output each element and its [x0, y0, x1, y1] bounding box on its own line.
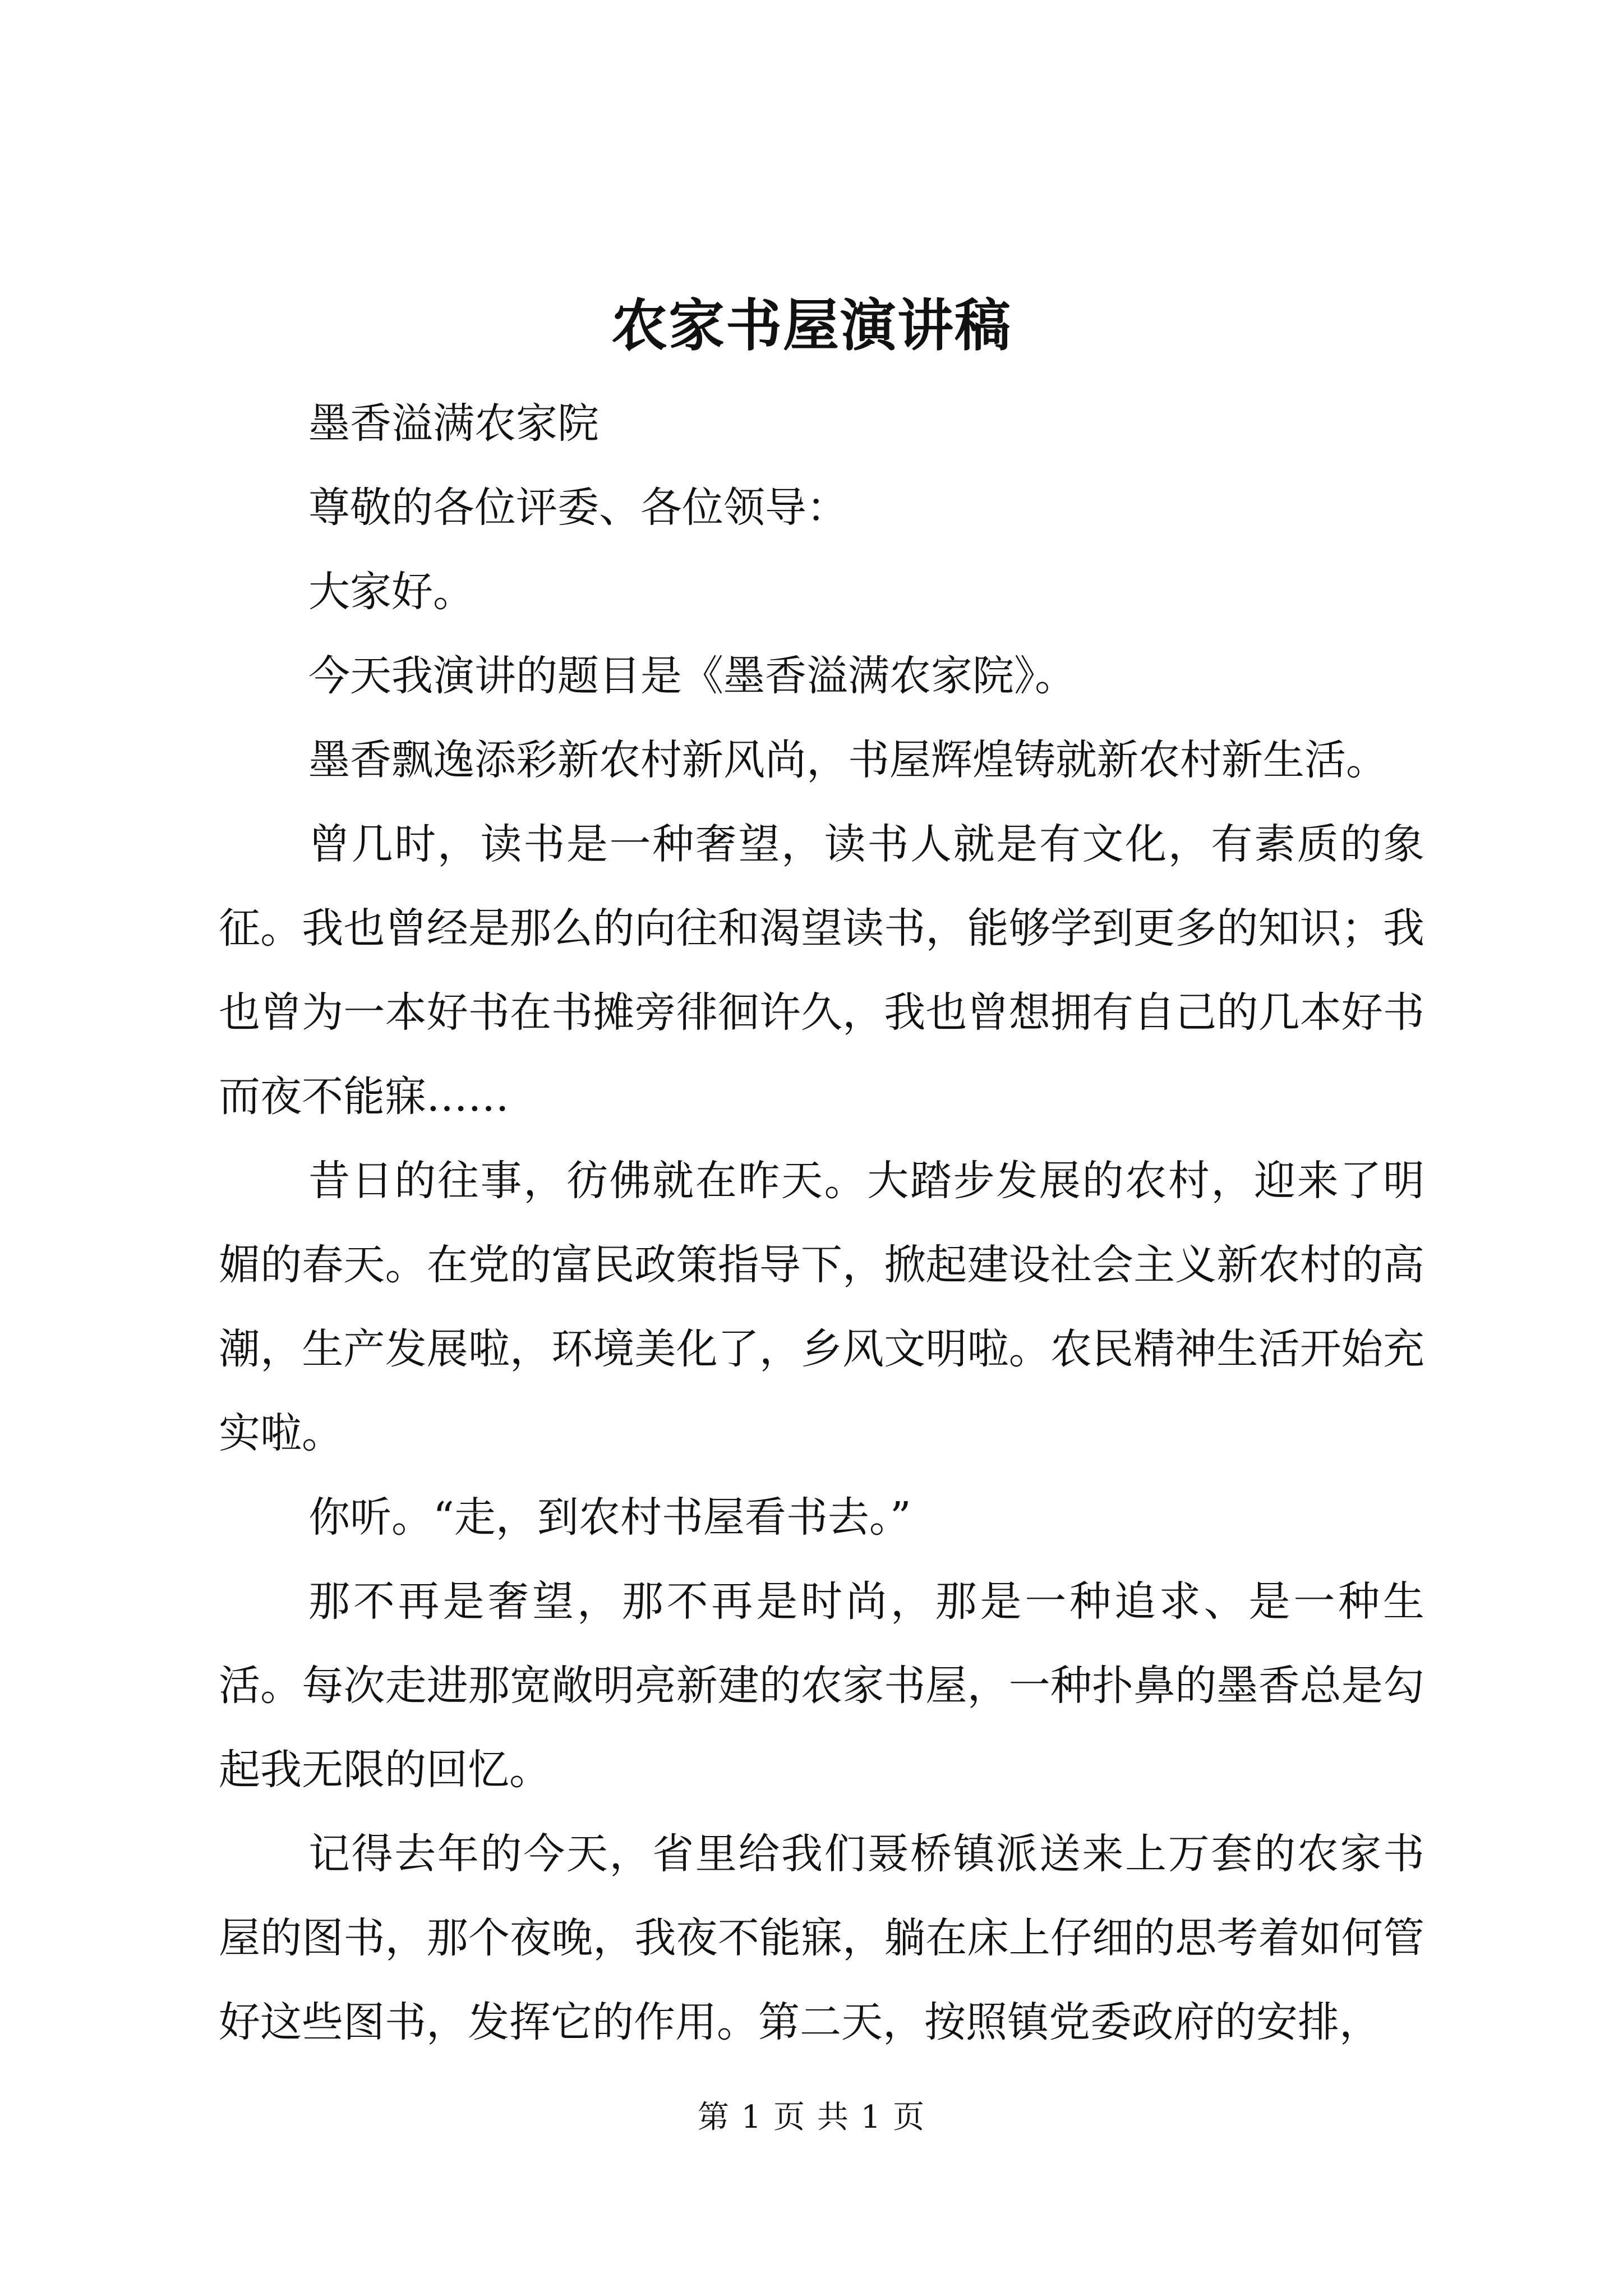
paragraph-rural-development: 昔日的往事，彷佛就在昨天。大踏步发展的农村，迎来了明媚的春天。在党的富民政策指导下，掀起建设社会主义新农村的高潮，生产发展啦，环境美化了，乡风文明啦。农民精神生活开始充实啦。 — [219, 1157, 1424, 1457]
paragraph-pursuit: 那不再是奢望，那不再是时尚，那是一种追求、是一种生活。每次走进那宽敞明亮新建的农家书屋，一种扑鼻的墨香总是勾起我无限的回忆。 — [219, 1577, 1424, 1794]
page-footer: 第 1 页 共 1 页 — [697, 2099, 926, 2136]
paragraph-greeting: 大家好。 — [308, 568, 474, 616]
paragraph-last-year: 记得去年的今天，省里给我们聂桥镇派送来上万套的农家书屋的图书，那个夜晚，我夜不能寐，躺在床上仔细的思考着如何管好这些图书，发挥它的作用。第二天，按照镇党委政府的安排， — [219, 1830, 1424, 2046]
paragraph-motto: 墨香飘逸添彩新农村新风尚，书屋辉煌铸就新农村新生活。 — [308, 736, 1387, 784]
paragraph-salutation: 尊敬的各位评委、各位领导： — [308, 484, 848, 532]
paragraph-topic: 今天我演讲的题目是《墨香溢满农家院》。 — [308, 652, 1076, 700]
document-title: 农家书屋演讲稿 — [611, 292, 1012, 358]
document-body — [219, 381, 1424, 2064]
paragraph-past-reading: 曾几时，读书是一种奢望，读书人就是有文化，有素质的象征。我也曾经是那么的向往和渴望读书，能够学到更多的知识；我也曾为一本好书在书摊旁徘徊许久，我也曾想拥有自己的几本好书而夜不能寐…… — [219, 820, 1424, 1121]
paragraph-quote: 你听。“走，到农村书屋看书去。” — [308, 1493, 911, 1542]
paragraph-subtitle: 墨香溢满农家院 — [308, 399, 599, 448]
